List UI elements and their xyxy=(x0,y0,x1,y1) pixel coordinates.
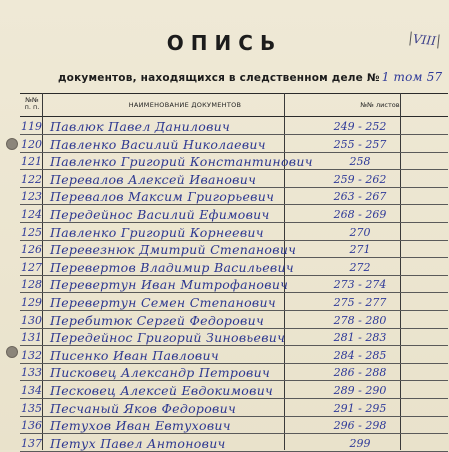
subtitle-text: документов, находящихся в следственном деле № xyxy=(58,72,380,84)
volume-mark: VIII xyxy=(409,32,439,49)
row-number: 130 xyxy=(21,313,42,327)
row-sheets: 281 - 283 xyxy=(333,331,387,345)
row-number: 123 xyxy=(21,190,42,204)
row-document-name: Писковец Александр Петрович xyxy=(50,365,271,381)
row-number: 127 xyxy=(21,260,42,274)
header-sheets: №№ листов xyxy=(360,101,400,109)
row-sheets: 278 - 280 xyxy=(333,313,387,327)
row-number: 121 xyxy=(21,155,42,169)
row-sheets: 286 - 288 xyxy=(333,366,387,380)
binder-hole xyxy=(6,138,18,150)
row-document-name: Перевезнюк Дмитрий Степанович xyxy=(50,242,297,258)
document-subtitle xyxy=(58,70,448,84)
row-document-name: Павленко Василий Николаевич xyxy=(50,136,266,152)
row-sheets: 291 - 295 xyxy=(333,401,387,415)
row-document-name: Песчаный Яков Федорович xyxy=(50,400,237,416)
row-number: 136 xyxy=(21,419,42,433)
row-number: 131 xyxy=(21,331,42,345)
row-document-name: Павлюк Павел Данилович xyxy=(50,119,231,134)
table-header xyxy=(20,93,448,117)
row-document-name: Перевалов Максим Григорьевич xyxy=(50,189,275,205)
page-title: ОПИСЬ xyxy=(166,31,283,55)
row-number: 119 xyxy=(21,120,42,133)
row-sheets: 249 - 252 xyxy=(333,120,387,133)
row-document-name: Перебитюк Сергей Федорович xyxy=(50,312,265,328)
row-number: 134 xyxy=(21,384,42,397)
header-number: №№ п. п. xyxy=(24,96,40,111)
row-sheets: 272 xyxy=(349,260,371,274)
row-document-name: Перевертун Семен Степанович xyxy=(50,295,276,310)
row-document-name: Павленко Григорий Константинович xyxy=(50,154,313,170)
row-sheets: 296 - 298 xyxy=(333,419,387,433)
row-number: 125 xyxy=(21,225,42,239)
row-sheets: 259 - 262 xyxy=(333,172,387,186)
row-number: 124 xyxy=(21,208,42,221)
row-document-name: Перевертун Иван Митрофанович xyxy=(50,277,289,293)
row-sheets: 268 - 269 xyxy=(333,208,387,221)
row-sheets: 271 xyxy=(349,243,371,257)
row-number: 128 xyxy=(21,278,42,292)
row-number: 120 xyxy=(21,137,42,151)
row-number: 129 xyxy=(21,296,42,309)
row-document-name: Писенко Иван Павлович xyxy=(50,347,219,363)
header-name: НАИМЕНОВАНИЕ ДОКУМЕНТОВ xyxy=(128,101,242,109)
row-number: 137 xyxy=(21,436,42,450)
row-sheets: 273 - 274 xyxy=(333,278,387,292)
row-document-name: Передейнос Василий Ефимович xyxy=(50,207,270,222)
row-sheets: 299 xyxy=(349,436,371,450)
row-sheets: 263 - 267 xyxy=(333,190,387,204)
row-document-name: Петухов Иван Евтухович xyxy=(50,418,231,434)
row-number: 135 xyxy=(21,401,42,415)
row-sheets: 289 - 290 xyxy=(333,384,387,397)
row-document-name: Передейнос Григорий Зиновьевич xyxy=(50,330,286,346)
row-sheets: 258 xyxy=(349,155,371,169)
row-number: 122 xyxy=(21,172,42,186)
row-document-name: Павленко Григорий Корнеевич xyxy=(50,224,264,240)
row-document-name: Перевалов Алексей Иванович xyxy=(50,171,257,187)
row-number: 133 xyxy=(21,366,42,380)
row-document-name: Песковец Алексей Евдокимович xyxy=(50,383,274,398)
row-number: 132 xyxy=(21,348,42,362)
table-row xyxy=(20,432,448,452)
row-sheets: 275 - 277 xyxy=(333,296,387,309)
case-number-handwritten: 1 том 57 xyxy=(381,70,443,84)
row-sheets: 284 - 285 xyxy=(333,348,387,362)
binder-hole xyxy=(6,346,18,358)
row-number: 126 xyxy=(21,243,42,257)
row-document-name: Петух Павел Антонович xyxy=(50,435,226,451)
row-document-name: Перевертов Владимир Васильевич xyxy=(50,259,294,275)
row-sheets: 255 - 257 xyxy=(333,137,387,151)
row-sheets: 270 xyxy=(349,225,371,239)
